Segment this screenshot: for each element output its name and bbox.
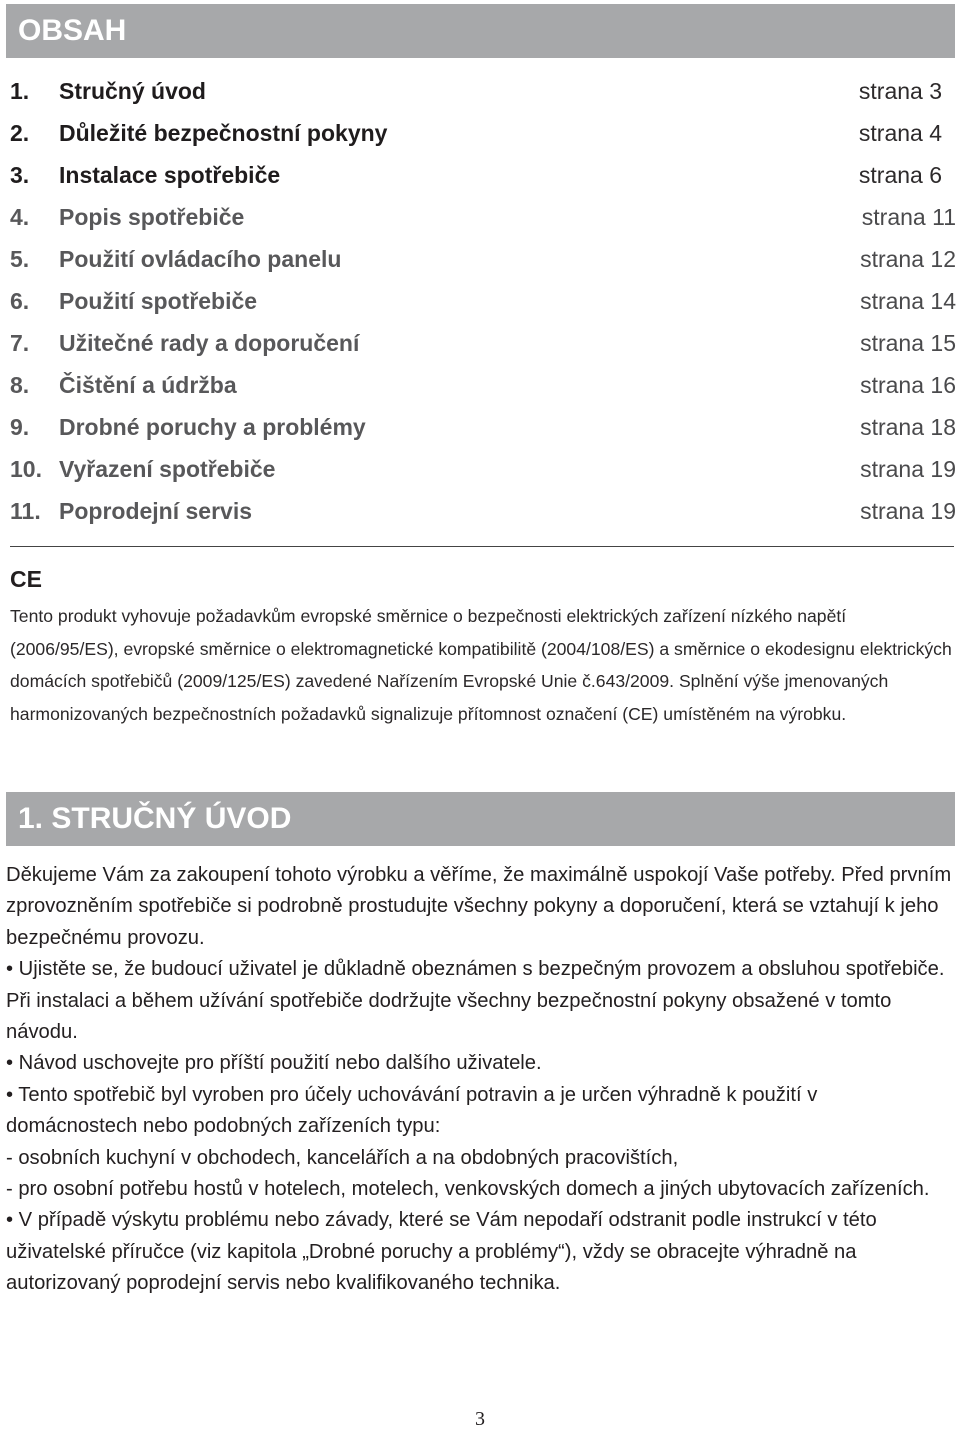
toc-item[interactable] xyxy=(10,112,956,154)
page-number: 3 xyxy=(475,1408,485,1430)
intro-subitem: - osobních kuchyní v obchodech, kancelářích a na obdobných pracovištích, xyxy=(6,1146,679,1169)
toc-item-title: Použití ovládacího panelu xyxy=(59,246,342,272)
toc-item-number: 4. xyxy=(10,204,30,230)
toc-item-number: 5. xyxy=(10,246,30,272)
toc-item[interactable] xyxy=(10,406,956,448)
toc-item-page: strana 11 xyxy=(861,204,956,230)
toc-item-page: strana 18 xyxy=(860,414,956,440)
toc-item[interactable] xyxy=(10,280,956,322)
toc-item-page: strana 12 xyxy=(860,246,956,272)
intro-body xyxy=(6,860,954,1300)
intro-bullet: • Tento spotřebič byl vyroben pro účely uchovávání potravin a je určen výhradně k použití v domácnostech nebo podobných zařízeních typu: xyxy=(6,1083,818,1138)
toc-item-number: 7. xyxy=(10,330,30,356)
toc-item-title: Popis spotřebiče xyxy=(59,204,245,230)
intro-subitem: - pro osobní potřebu hostů v hotelech, motelech, venkovských domech a jiných ubytovacích zařízeních. xyxy=(6,1178,930,1201)
toc-item-page: strana 4 xyxy=(858,120,942,146)
toc-item-number: 2. xyxy=(10,120,30,146)
toc-item-number: 6. xyxy=(10,288,30,314)
toc-item-page: strana 3 xyxy=(858,78,942,104)
toc-item-number: 8. xyxy=(10,372,30,398)
section-divider xyxy=(10,546,954,547)
toc-item-number: 9. xyxy=(10,414,30,440)
toc-item[interactable] xyxy=(10,490,956,532)
toc-item-page: strana 19 xyxy=(860,456,956,482)
toc-item-title: Poprodejní servis xyxy=(59,498,253,524)
toc-item-title: Užitečné rady a doporučení xyxy=(59,330,360,356)
toc-item-title: Vyřazení spotřebiče xyxy=(59,456,276,482)
toc-item-title: Drobné poruchy a problémy xyxy=(59,414,366,440)
intro-bullet: • Ujistěte se, že budoucí uživatel je důkladně obeznámen s bezpečným provozem a obsluhou spotřebiče. Při instalaci a během užívání spotřebiče dodržujte všechny bezpečnostní pokyny obsažené v tomto návodu. xyxy=(6,958,945,1044)
toc-item-page: strana 6 xyxy=(858,162,942,188)
toc-item[interactable] xyxy=(10,238,956,280)
intro-heading: 1. STRUČNÝ ÚVOD xyxy=(6,792,955,846)
ce-statement: Tento produkt vyhovuje požadavkům evropské směrnice o bezpečnosti elektrických zařízení nízkého napětí (2006/95/ES), evropské směrnice o elektromagnetické kompatibilitě (2004/108/ES) a směrnice o ekodesignu elektrických domácích spotřebičů (2009/125/ES) zavedené Nařízením Evropské Unie č.643/2009. Splnění výše jmenovaných harmonizovaných bezpečnostních požadavků signalizuje přítomnost označení (CE) umístěném na výrobku. xyxy=(10,606,952,724)
intro-bullet: • V případě výskytu problému nebo závady, které se Vám nepodaří odstranit podle instrukcí v této uživatelské příručce (viz kapitola „Drobné poruchy a problémy“), vždy se obracejte výhradně na autorizovaný poprodejní servis nebo kvalifikovaného technika. xyxy=(6,1209,877,1295)
toc-item-number: 11. xyxy=(10,498,41,524)
toc-item-page: strana 16 xyxy=(860,372,956,398)
toc-item[interactable] xyxy=(10,154,956,196)
toc-item-number: 1. xyxy=(10,78,30,104)
toc-item-number: 3. xyxy=(10,162,30,188)
toc-item-page: strana 15 xyxy=(860,330,956,356)
ce-heading: CE xyxy=(10,566,42,592)
intro-bullet: • Návod uschovejte pro příští použití nebo dalšího uživatele. xyxy=(6,1052,542,1075)
toc-item-page: strana 14 xyxy=(860,288,956,314)
toc-item[interactable] xyxy=(10,196,956,238)
intro-paragraph: Děkujeme Vám za zakoupení tohoto výrobku a věříme, že maximálně uspokojí Vaše potřeby. Před prvním zprovozněním spotřebiče si podrobně prostudujte všechny pokyny a doporučení, která se vztahují k jeho bezpečnému provozu. xyxy=(6,864,952,949)
toc-item[interactable] xyxy=(10,322,956,364)
toc-item-title: Čištění a údržba xyxy=(59,372,237,398)
toc-item-title: Důležité bezpečnostní pokyny xyxy=(59,120,388,146)
toc-item[interactable] xyxy=(10,70,956,112)
toc-item-title: Instalace spotřebiče xyxy=(59,162,281,188)
toc-item-title: Použití spotřebiče xyxy=(59,288,258,314)
toc-heading: OBSAH xyxy=(6,4,955,58)
toc-item-number: 10. xyxy=(10,456,42,482)
toc-item-page: strana 19 xyxy=(860,498,956,524)
toc-item[interactable] xyxy=(10,364,956,406)
table-of-contents xyxy=(10,70,956,532)
toc-item[interactable] xyxy=(10,448,956,490)
toc-item-title: Stručný úvod xyxy=(59,78,206,104)
